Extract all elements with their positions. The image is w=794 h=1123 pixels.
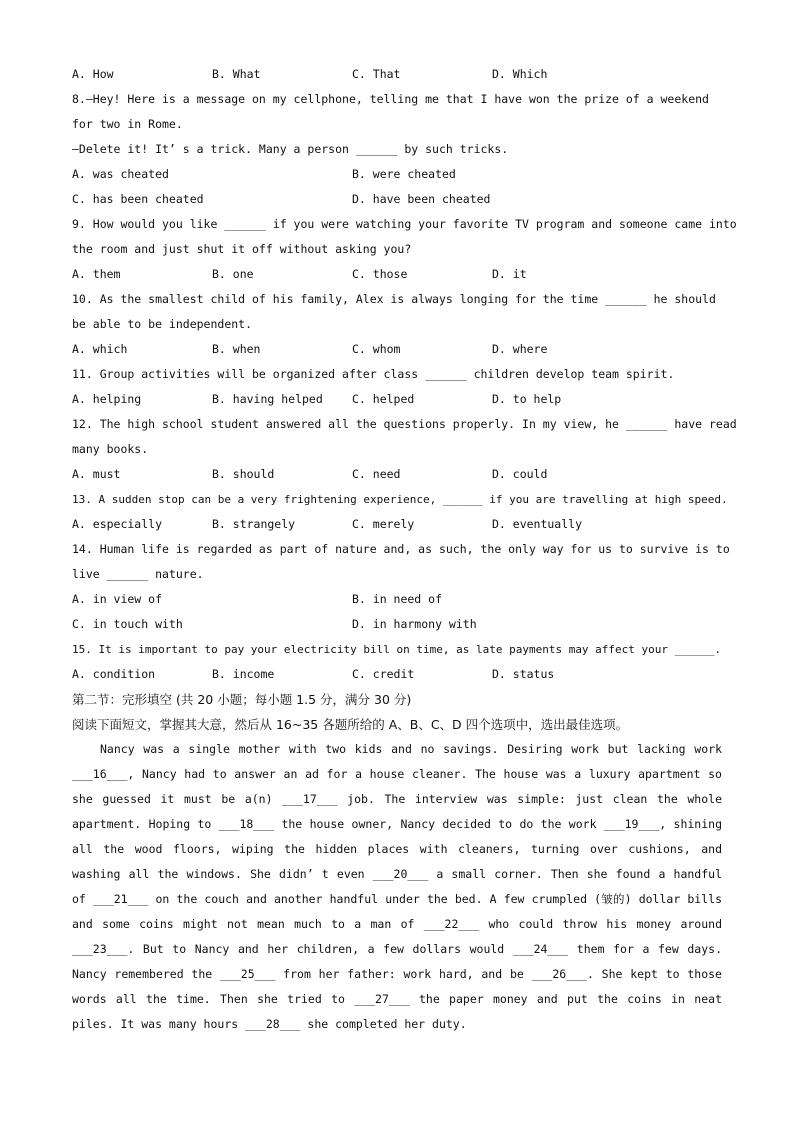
option-d[interactable]: D. it [492, 267, 527, 281]
q9-stem-line-2: the room and just shut it off without asking you? [72, 242, 412, 256]
section-instruction: 阅读下面短文，掌握其大意，然后从 16~35 各题所给的 A、B、C、D 四个选项中，选出最佳选项。 [72, 717, 629, 732]
q10-options [72, 337, 722, 362]
q14-options-row-2 [72, 612, 722, 637]
option-c[interactable]: C. That [352, 67, 401, 81]
option-b[interactable]: B. strangely [212, 517, 296, 531]
option-c[interactable]: C. whom [352, 342, 401, 356]
option-a[interactable]: A. must [72, 467, 121, 481]
option-b[interactable]: B. having helped [212, 392, 323, 406]
q9-options [72, 262, 722, 287]
option-d[interactable]: D. Which [492, 67, 548, 81]
option-b[interactable]: B. one [212, 267, 254, 281]
q8-options-row-1 [72, 162, 722, 187]
option-d[interactable]: D. could [492, 467, 548, 481]
option-a[interactable]: A. them [72, 267, 121, 281]
option-d[interactable]: D. have been cheated [352, 192, 491, 206]
q8-stem-line-1: 8.—Hey! Here is a message on my cellphone, telling me that I have won the prize of a weekend [72, 92, 709, 106]
q7-options [72, 62, 722, 87]
option-a[interactable]: A. in view of [72, 592, 163, 606]
q8-stem-line-3: —Delete it! It’ s a trick. Many a person ______ by such tricks. [72, 142, 509, 156]
option-c[interactable]: C. has been cheated [72, 192, 204, 206]
option-d[interactable]: D. status [492, 667, 555, 681]
section-heading: 第二节：完形填空 (共 20 小题；每小题 1.5 分，满分 30 分) [72, 692, 412, 707]
option-d[interactable]: D. where [492, 342, 548, 356]
option-b[interactable]: B. should [212, 467, 275, 481]
option-c[interactable]: C. helped [352, 392, 415, 406]
q8-stem-line-2: for two in Rome. [72, 117, 183, 131]
q13-stem: 13. A sudden stop can be a very frightening experience, ______ if you are travelling at high speed. [72, 493, 728, 506]
option-b[interactable]: B. income [212, 667, 275, 681]
q12-stem-line-2: many books. [72, 442, 149, 456]
option-a[interactable]: A. was cheated [72, 167, 169, 181]
q9-stem-line-1: 9. How would you like ______ if you were watching your favorite TV program and someone came into [72, 217, 737, 231]
option-b[interactable]: B. when [212, 342, 261, 356]
option-d[interactable]: D. to help [492, 392, 562, 406]
option-c[interactable]: C. those [352, 267, 408, 281]
option-c[interactable]: C. credit [352, 667, 415, 681]
option-c[interactable]: C. merely [352, 517, 415, 531]
option-c[interactable]: C. need [352, 467, 401, 481]
cloze-passage: Nancy was a single mother with two kids and no savings. Desiring work but lacking work ___16___, Nancy had to answer an ad for a house cleaner. The house was a luxury apartment so she guessed it must be a(n) ___17___ job. The interview was simple: just clean the whole apartment. Hoping to ___18___ the house owner, Nancy decided to do the work ___19___, shining all the wood floors, wiping the hidden places with cleaners, turning over cushions, and washing all the windows. She didn’ t even ___20___ a small corner. Then she found a handful of ___21___ on the couch and another handful under the bed. A few crumpled (皱的) dollar bills and some coins might not mean much to a man of ___22___ who could throw his money around ___23___. But to Nancy and her children, a few dollars would ___24___ them for a few days. Nancy remembered the ___25___ from her father: work hard, and be ___26___. She kept to those words all the time. Then she tried to ___27___ the paper money and put the coins in neat piles. It was many hours ___28___ she completed her duty. [72, 742, 722, 1031]
option-d[interactable]: D. eventually [492, 517, 583, 531]
option-a[interactable]: A. especially [72, 517, 163, 531]
option-a[interactable]: A. How [72, 67, 114, 81]
q12-stem-line-1: 12. The high school student answered all the questions properly. In my view, he ______ have read [72, 417, 737, 431]
q10-stem-line-1: 10. As the smallest child of his family, Alex is always longing for the time ______ he should [72, 292, 716, 306]
option-a[interactable]: A. which [72, 342, 128, 356]
q8-options-row-2 [72, 187, 722, 212]
q13-options [72, 512, 722, 537]
q10-stem-line-2: be able to be independent. [72, 317, 253, 331]
q15-stem: 15. It is important to pay your electricity bill on time, as late payments may affect your ______. [72, 643, 722, 656]
q11-stem: 11. Group activities will be organized after class ______ children develop team spirit. [72, 367, 675, 381]
option-c[interactable]: C. in touch with [72, 617, 183, 631]
option-d[interactable]: D. in harmony with [352, 617, 477, 631]
q14-options-row-1 [72, 587, 722, 612]
exam-page [72, 62, 737, 1037]
q14-stem-line-1: 14. Human life is regarded as part of nature and, as such, the only way for us to survive is to [72, 542, 730, 556]
q12-options [72, 462, 722, 487]
q14-stem-line-2: live ______ nature. [72, 567, 204, 581]
option-b[interactable]: B. were cheated [352, 167, 456, 181]
option-a[interactable]: A. helping [72, 392, 142, 406]
option-b[interactable]: B. What [212, 67, 261, 81]
q11-options [72, 387, 722, 412]
option-a[interactable]: A. condition [72, 667, 156, 681]
option-b[interactable]: B. in need of [352, 592, 443, 606]
q15-options [72, 662, 722, 687]
